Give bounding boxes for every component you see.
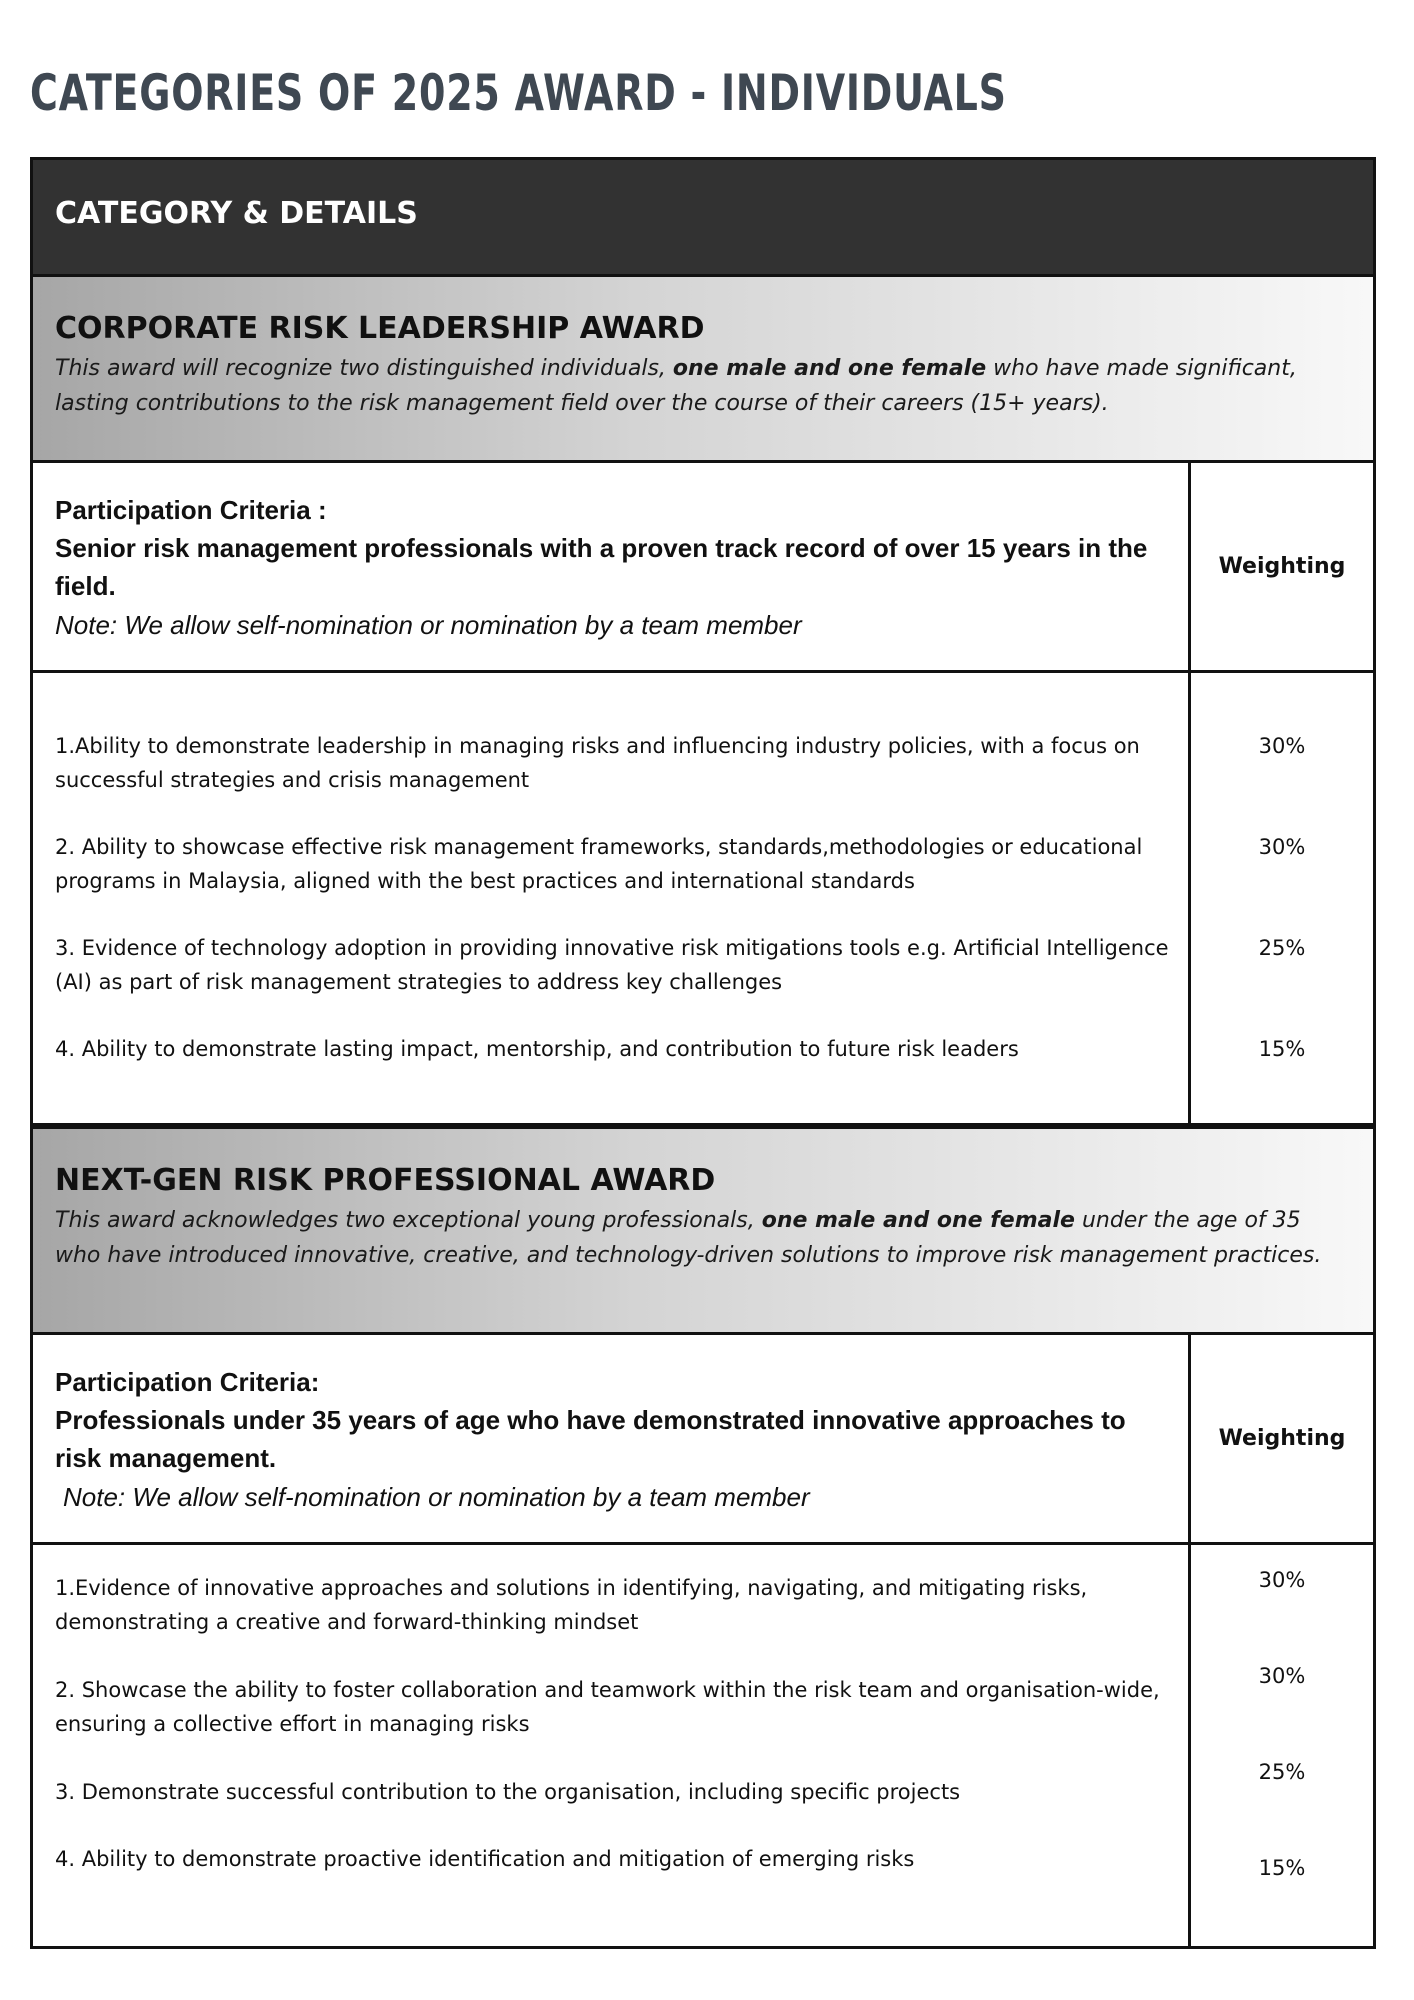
criteria-note: Note: We allow self-nomination or nomination by a team member xyxy=(55,610,802,640)
table-header-label: CATEGORY & DETAILS xyxy=(55,196,418,231)
award-description: This award will recognize two distinguished individuals, one male and one female who have made significant, lasting contributions to the risk management field over the course of their careers (15+ years). xyxy=(55,356,1297,416)
criteria-items xyxy=(33,1545,1373,1946)
criteria-description: Senior risk management professionals with a proven track record of over 15 years in the field. xyxy=(55,533,1148,601)
award-banner-corporate xyxy=(33,277,1373,463)
award-description-highlight: one male and one female xyxy=(672,356,987,381)
list-item: 1.Evidence of innovative approaches and solutions in identifying, navigating, and mitigating risks, demonstrating a creative and forward-thinking mindset xyxy=(55,1576,1088,1634)
criteria-row xyxy=(33,1335,1373,1545)
list-item: 3. Demonstrate successful contribution to the organisation, including specific projects xyxy=(55,1780,961,1804)
list-item: 3. Evidence of technology adoption in providing innovative risk mitigations tools e.g. Artificial Intelligence (AI) as part of risk management strategies to address key challenges xyxy=(55,936,1169,994)
awards-table xyxy=(30,157,1376,1949)
award-title: NEXT-GEN RISK PROFESSIONAL AWARD xyxy=(55,1163,716,1198)
criteria-items xyxy=(33,673,1373,1123)
item-weighting: 30% xyxy=(1258,1568,1306,1592)
item-weighting: 30% xyxy=(1258,1664,1306,1688)
item-weighting: 15% xyxy=(1258,1037,1306,1061)
list-item: 2. Ability to showcase effective risk management frameworks, standards,methodologies or educational programs in Malaysia, aligned with the best practices and international standards xyxy=(55,835,1143,893)
criteria-description: Professionals under 35 years of age who have demonstrated innovative approaches to risk management. xyxy=(55,1405,1126,1473)
list-item: 2. Showcase the ability to foster collaboration and teamwork within the risk team and organisation-wide, ensuring a collective effort in managing risks xyxy=(55,1678,1160,1736)
award-description: This award acknowledges two exceptional young professionals, one male and one female under the age of 35 who have introduced innovative, creative, and technology-driven solutions to improve risk management practices. xyxy=(55,1208,1322,1268)
list-item: 1.Ability to demonstrate leadership in managing risks and influencing industry policies, with a focus on successful strategies and crisis management xyxy=(55,734,1140,792)
item-weighting: 30% xyxy=(1258,734,1306,758)
weighting-label: Weighting xyxy=(1218,1426,1346,1451)
item-weighting: 25% xyxy=(1258,1760,1306,1784)
table-header xyxy=(33,160,1373,277)
award-description-highlight: one male and one female xyxy=(761,1208,1075,1233)
award-banner-nextgen xyxy=(33,1129,1373,1335)
criteria-label: Participation Criteria: xyxy=(55,1367,320,1397)
list-item: 4. Ability to demonstrate proactive identification and mitigation of emerging risks xyxy=(55,1847,915,1871)
page-title: CATEGORIES OF 2025 AWARD - INDIVIDUALS xyxy=(30,64,1007,122)
award-title: CORPORATE RISK LEADERSHIP AWARD xyxy=(55,311,705,346)
criteria-row xyxy=(33,463,1373,673)
criteria-note: Note: We allow self-nomination or nomination by a team member xyxy=(63,1482,810,1512)
criteria-label: Participation Criteria : xyxy=(55,495,327,525)
item-weighting: 15% xyxy=(1258,1856,1306,1880)
list-item: 4. Ability to demonstrate lasting impact, mentorship, and contribution to future risk leaders xyxy=(55,1037,1019,1061)
weighting-label: Weighting xyxy=(1218,554,1346,579)
item-weighting: 30% xyxy=(1258,835,1306,859)
item-weighting: 25% xyxy=(1258,936,1306,960)
